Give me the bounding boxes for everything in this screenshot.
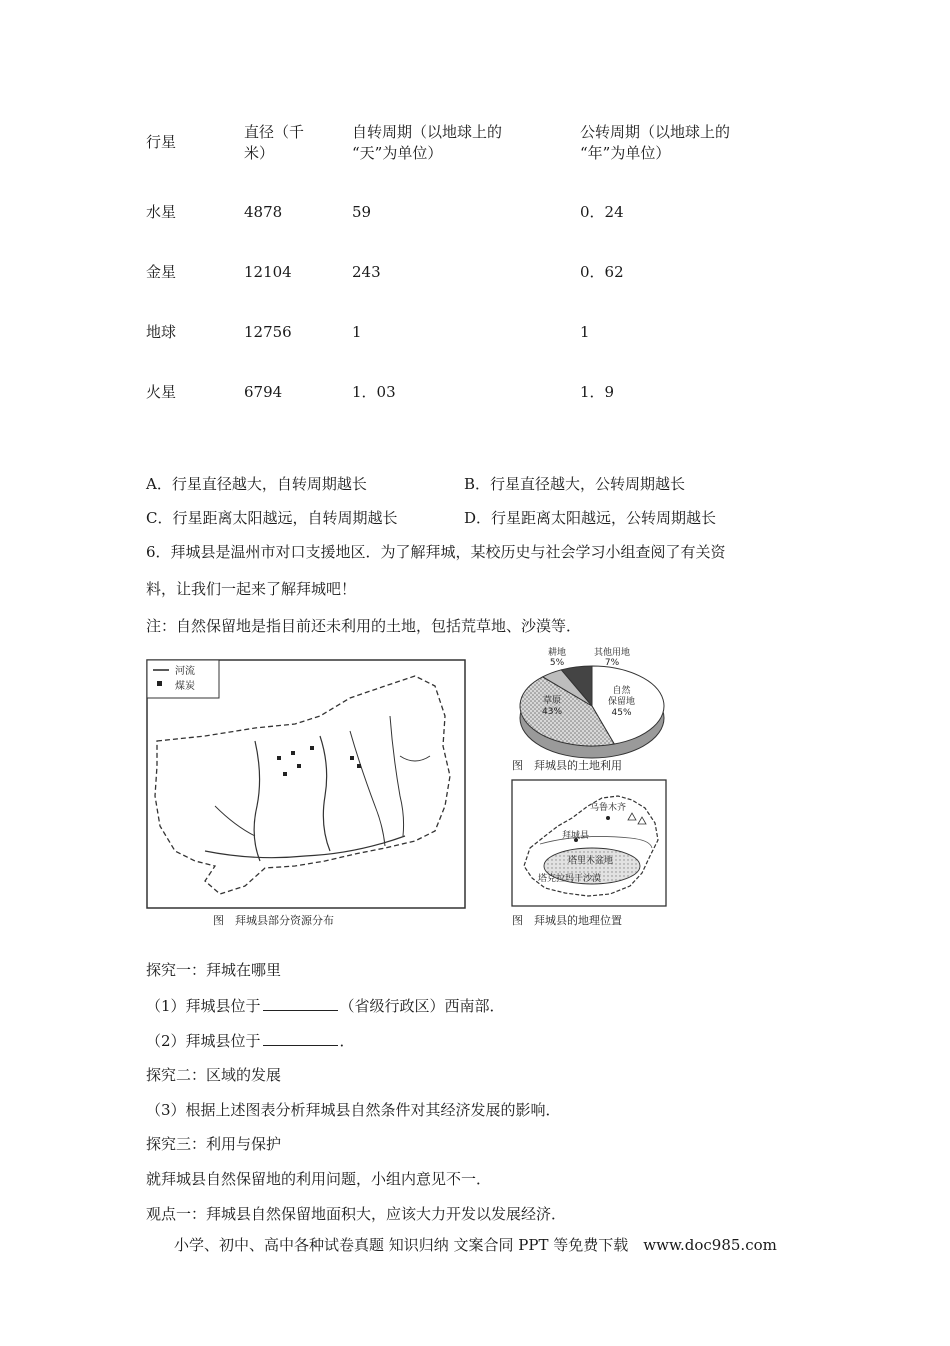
- table-cell: 1: [580, 323, 590, 341]
- question-1-prefix: （1）拜城县位于: [146, 997, 261, 1015]
- place-urumqi: 乌鲁木齐: [590, 803, 627, 813]
- land-use-caption: 图 拜城县的土地利用: [512, 759, 622, 772]
- question-3: （3）根据上述图表分析拜城县自然条件对其经济发展的影响．: [146, 1101, 561, 1119]
- legend-river-label: 河流: [175, 666, 195, 677]
- question-1-suffix: （省级行政区）西南部．: [339, 997, 505, 1015]
- table-cell: 1: [352, 323, 362, 341]
- land-use-figure: [508, 644, 673, 774]
- pie-label-farmland: 耕地 5%: [548, 648, 567, 668]
- table-cell: 0．24: [580, 203, 624, 221]
- table-header-planet: 行星: [146, 133, 177, 151]
- place-taklamakan: 塔克拉玛干沙漠: [538, 874, 602, 884]
- table-cell: 4878: [244, 203, 283, 221]
- option-a: A．行星直径越大，自转周期越长: [146, 475, 367, 493]
- table-cell: 243: [352, 263, 381, 281]
- inquiry-heading-1: 探究一：拜城在哪里: [146, 961, 282, 979]
- inquiry-heading-2: 探究二：区域的发展: [146, 1066, 282, 1084]
- q6-line1: 6．拜城县是温州市对口支援地区．为了解拜城，某校历史与社会学习小组查阅了有关资: [146, 543, 726, 561]
- question-2: [146, 1030, 355, 1052]
- option-b: B．行星直径越大，公转周期越长: [464, 475, 686, 493]
- pie-label-reserve: 自然 保留地 45%: [608, 686, 636, 718]
- pie-label-other: 其他用地 7%: [594, 648, 631, 668]
- table-cell: 地球: [146, 323, 177, 341]
- table-cell: 1．9: [580, 383, 615, 401]
- land-use-pie: [508, 644, 673, 759]
- table-cell: 12756: [244, 323, 292, 341]
- place-tarim-basin: 塔里木盆地: [568, 856, 614, 866]
- location-figure: [510, 778, 675, 928]
- table-header-rotation: 自转周期（以地球上的 “天”为单位）: [352, 123, 503, 162]
- q6-note: 注：自然保留地是指目前还未利用的土地，包括荒草地、沙漠等．: [146, 617, 582, 635]
- paragraph-1: 就拜城县自然保留地的利用问题，小组内意见不一．: [146, 1170, 492, 1188]
- resource-map-figure: [145, 656, 470, 928]
- resource-map-caption: 图 拜城县部分资源分布: [213, 914, 334, 927]
- table-cell: 0．62: [580, 263, 624, 281]
- paragraph-2: 观点一：拜城县自然保留地面积大，应该大力开发以发展经济．: [146, 1205, 567, 1223]
- location-map: [510, 778, 670, 910]
- legend-coal-label: 煤炭: [175, 681, 195, 692]
- option-c: C．行星距离太阳越远，自转周期越长: [146, 509, 398, 527]
- table-header-diameter: 直径（千 米）: [244, 123, 305, 162]
- table-cell: 水星: [146, 203, 177, 221]
- table-cell: 金星: [146, 263, 177, 281]
- answer-blank-2[interactable]: [263, 1030, 338, 1046]
- table-cell: 1．03: [352, 383, 396, 401]
- table-cell: 59: [352, 203, 372, 221]
- resource-map: [145, 656, 470, 928]
- question-2-prefix: （2）拜城县位于: [146, 1032, 261, 1050]
- footer-text: 小学、初中、高中各种试卷真题 知识归纳 文案合同 PPT 等免费下载 www.doc985.com: [174, 1236, 777, 1254]
- place-baicheng: 拜城县: [562, 831, 590, 841]
- q6-line2: 料，让我们一起来了解拜城吧！: [146, 580, 357, 598]
- pie-label-grassland: 草原 43%: [542, 696, 563, 717]
- table-cell: 火星: [146, 383, 177, 401]
- location-caption: 图 拜城县的地理位置: [512, 914, 622, 927]
- question-1: [146, 995, 505, 1017]
- table-header-revolution: 公转周期（以地球上的 “年”为单位）: [580, 123, 731, 162]
- table-cell: 12104: [244, 263, 292, 281]
- question-2-suffix: ．: [339, 1032, 355, 1050]
- inquiry-heading-3: 探究三：利用与保护: [146, 1135, 282, 1153]
- table-cell: 6794: [244, 383, 283, 401]
- option-d: D．行星距离太阳越远，公转周期越长: [464, 509, 717, 527]
- answer-blank-1[interactable]: [263, 995, 338, 1011]
